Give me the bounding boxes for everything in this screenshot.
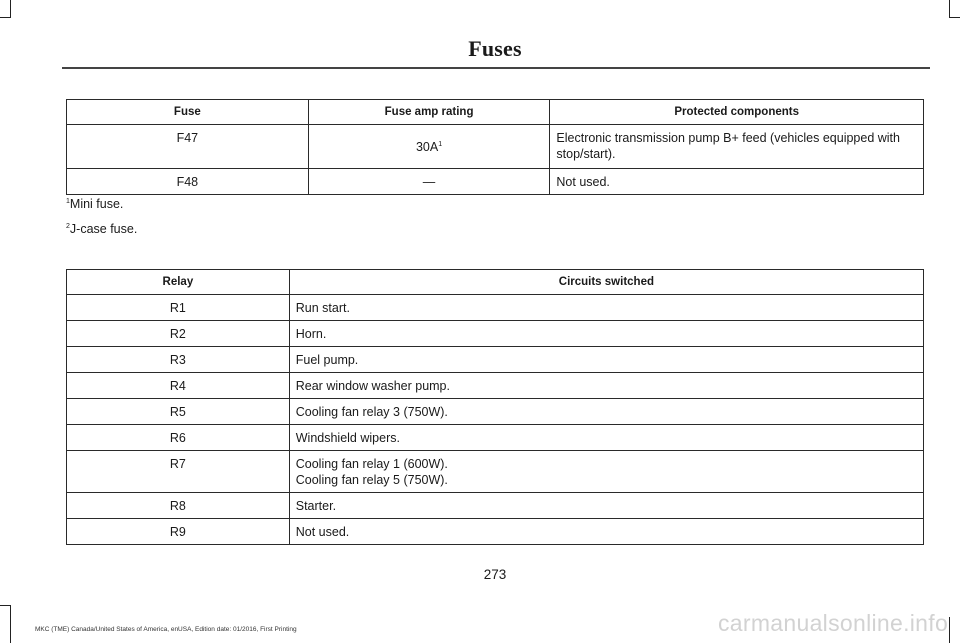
- crop-mark: [949, 0, 950, 17]
- circuit-switched: Not used.: [289, 519, 923, 545]
- circuit-switched: Rear window washer pump.: [289, 373, 923, 399]
- column-header-relay: Relay: [67, 270, 290, 295]
- footnote-marker: 1: [438, 140, 443, 148]
- table-row: [67, 519, 924, 545]
- table-row: [67, 451, 924, 493]
- table-row: [67, 399, 924, 425]
- table-row: [67, 321, 924, 347]
- circuit-line: Cooling fan relay 5 (750W).: [295, 473, 448, 487]
- table-row: [67, 493, 924, 519]
- circuit-line: Cooling fan relay 1 (600W).: [295, 457, 448, 471]
- relay-id: R3: [67, 347, 290, 373]
- rating-value: 30A: [415, 140, 439, 154]
- header-divider: [62, 67, 930, 69]
- crop-mark: [0, 17, 11, 18]
- crop-mark: [10, 0, 11, 17]
- table-row: [67, 295, 924, 321]
- fuse-id: F47: [67, 125, 309, 169]
- table-row: [67, 425, 924, 451]
- circuit-switched: Cooling fan relay 3 (750W).: [289, 399, 923, 425]
- circuit-switched: Starter.: [289, 493, 923, 519]
- protected-components: Not used.: [550, 169, 924, 195]
- relay-table-header: [67, 270, 924, 295]
- table-row: [67, 169, 924, 195]
- footnote-text: J-case fuse.: [69, 222, 138, 236]
- edition-footer: MKC (TME) Canada/United States of America, enUSA, Edition date: 01/2016, First Printing: [35, 626, 297, 633]
- relay-id: R7: [67, 451, 290, 493]
- circuit-switched: Windshield wipers.: [289, 425, 923, 451]
- table-row: [67, 373, 924, 399]
- relay-id: R6: [67, 425, 290, 451]
- fuse-id: F48: [67, 169, 309, 195]
- crop-mark: [10, 605, 11, 643]
- footnote-mark: 1: [66, 197, 70, 205]
- crop-mark: [949, 617, 950, 643]
- fuse-amp-rating: —: [308, 169, 550, 195]
- circuit-switched: [289, 451, 923, 493]
- column-header-fuse: Fuse: [67, 100, 309, 125]
- crop-mark: [0, 605, 11, 606]
- table-row: [67, 347, 924, 373]
- footnote-text: Mini fuse.: [69, 197, 124, 211]
- relay-id: R4: [67, 373, 290, 399]
- footnote-mark: 2: [66, 222, 70, 230]
- fuse-amp-rating: [308, 125, 550, 169]
- relay-table: [66, 269, 924, 545]
- circuit-switched: Run start.: [289, 295, 923, 321]
- relay-id: R1: [67, 295, 290, 321]
- page-number: 273: [483, 567, 507, 582]
- circuit-switched: Horn.: [289, 321, 923, 347]
- footnote: [66, 197, 123, 211]
- relay-id: R5: [67, 399, 290, 425]
- relay-id: R9: [67, 519, 290, 545]
- watermark: carmanualsonline.info: [718, 610, 949, 636]
- fuse-table-header: [67, 100, 924, 125]
- column-header-circuits-switched: Circuits switched: [289, 270, 923, 295]
- column-header-fuse-amp-rating: Fuse amp rating: [308, 100, 550, 125]
- footnote: [66, 222, 137, 236]
- fuse-table: [66, 99, 924, 195]
- table-row: [67, 125, 924, 169]
- page-title: Fuses: [468, 36, 522, 61]
- relay-id: R2: [67, 321, 290, 347]
- protected-components: Electronic transmission pump B+ feed (vehicles equipped with stop/start).: [550, 125, 924, 169]
- circuit-switched: Fuel pump.: [289, 347, 923, 373]
- crop-mark: [949, 17, 960, 18]
- relay-id: R8: [67, 493, 290, 519]
- column-header-protected-components: Protected components: [550, 100, 924, 125]
